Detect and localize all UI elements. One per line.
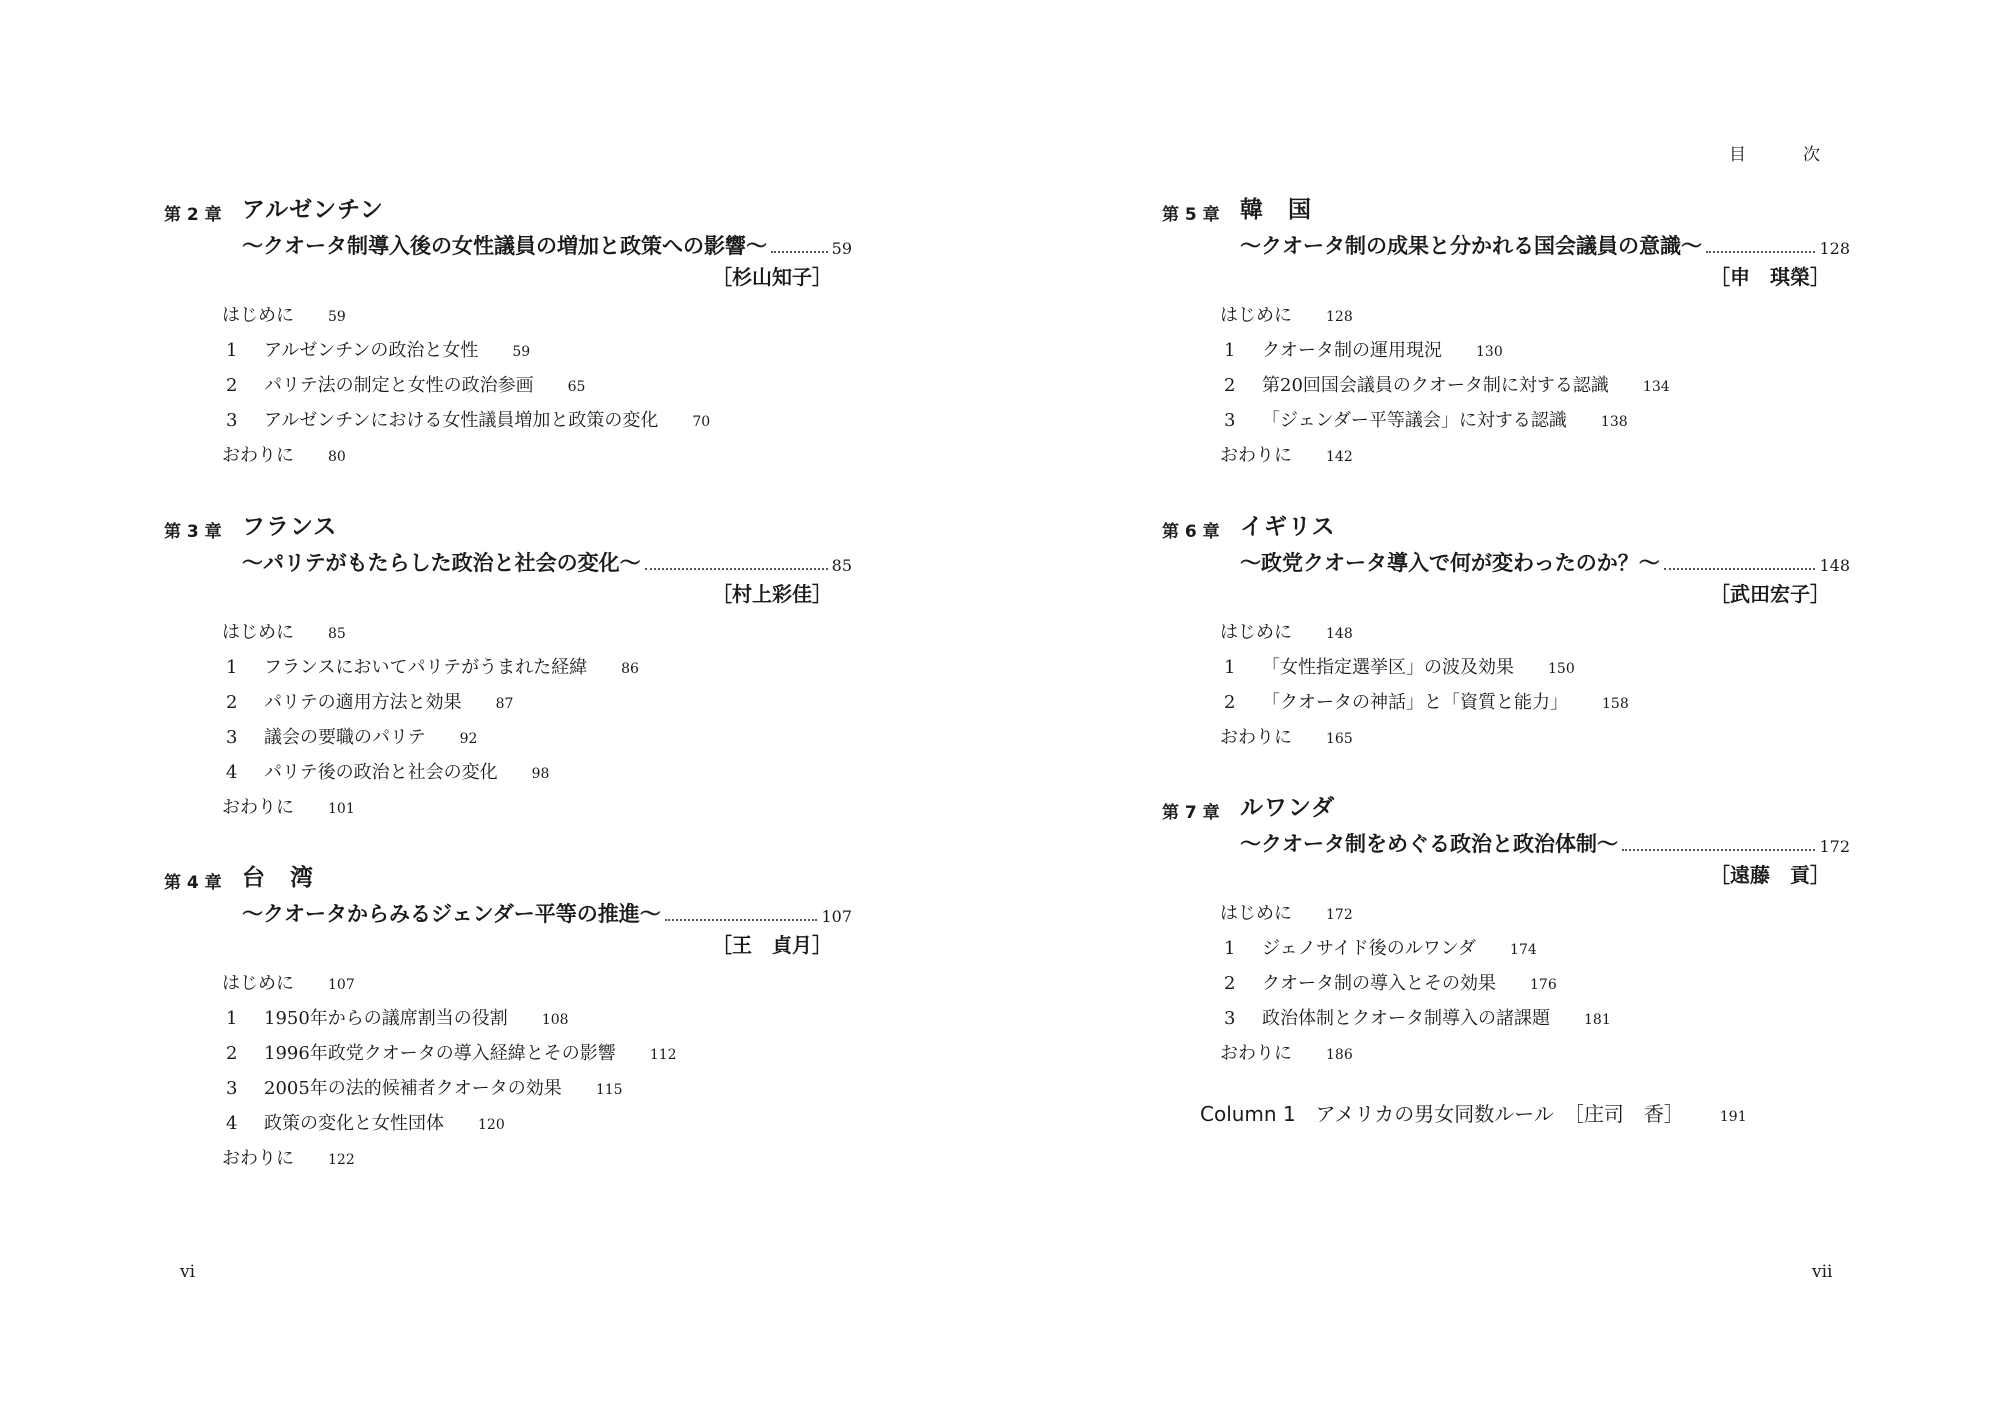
section-page: 85 (328, 626, 346, 642)
section-page: 120 (478, 1117, 505, 1133)
section-number: 3 (1224, 410, 1236, 431)
chapter-subtitle-line[interactable] (242, 541, 852, 577)
chapter-heading[interactable] (160, 188, 860, 224)
section-label: パリテ後の政治と社会の変化 (264, 762, 498, 783)
chapter-subtitle-line[interactable] (1240, 541, 1850, 577)
section-list (222, 298, 860, 473)
section-page: 59 (328, 309, 346, 325)
toc-entry[interactable] (222, 650, 860, 685)
section-label: 「女性指定選挙区」の波及効果 (1262, 657, 1514, 678)
chapter-subtitle: 〜クオータ制の成果と分かれる国会議員の意識〜 (1240, 234, 1702, 258)
chapter-subtitle-line[interactable] (1240, 224, 1850, 260)
section-page: 115 (595, 1082, 623, 1098)
toc-entry[interactable] (222, 1106, 860, 1141)
section-number: 2 (1224, 973, 1236, 994)
chapter-title: イギリス (1240, 514, 1336, 540)
toc-entry[interactable] (1220, 1036, 1858, 1071)
toc-entry[interactable] (222, 720, 860, 755)
section-page: 176 (1530, 977, 1557, 993)
section-label: クオータ制の導入とその効果 (1262, 973, 1496, 994)
section-page: 186 (1326, 1047, 1353, 1063)
chapter-author: ［申 琪榮］ (1710, 265, 1830, 289)
section-number: 3 (1224, 1008, 1236, 1029)
section-label: はじめに (222, 622, 294, 643)
section-label: アルゼンチンの政治と女性 (264, 340, 479, 361)
chapter-heading[interactable] (1158, 505, 1858, 541)
section-label: 2005年の法的候補者クオータの効果 (264, 1078, 562, 1099)
right-page (1000, 0, 2000, 1414)
chapter-page: 172 (1819, 837, 1850, 856)
chapter-author: ［武田宏子］ (1710, 582, 1830, 606)
section-label: おわりに (222, 1148, 294, 1169)
section-list (1220, 298, 1858, 473)
toc-entry[interactable] (222, 333, 860, 368)
section-page: 59 (512, 344, 531, 360)
chapter-7 (1158, 786, 1858, 1071)
section-label: 1996年政党クオータの導入経緯とその影響 (264, 1043, 616, 1064)
toc-entry[interactable] (1220, 438, 1858, 473)
chapter-author: ［遠藤 貢］ (1710, 863, 1830, 887)
section-label: ジェノサイド後のルワンダ (1262, 938, 1477, 959)
chapter-subtitle: 〜パリテがもたらした政治と社会の変化〜 (242, 551, 641, 575)
section-page: 80 (328, 449, 346, 465)
dot-leader (771, 251, 828, 253)
section-label: おわりに (222, 797, 294, 818)
section-page: 150 (1548, 661, 1575, 677)
section-page: 165 (1326, 731, 1353, 747)
toc-entry[interactable] (1220, 720, 1858, 755)
section-label: 議会の要職のパリテ (264, 727, 426, 748)
chapter-subtitle-line[interactable] (1240, 822, 1850, 858)
chapter-6 (1158, 505, 1858, 755)
toc-entry[interactable] (222, 1036, 860, 1071)
section-label: 「クオータの神話」と「資質と能力」 (1262, 692, 1568, 713)
chapter-number: 第 2 章 (164, 205, 222, 225)
toc-entry[interactable] (1220, 333, 1858, 368)
section-page: 122 (328, 1152, 355, 1168)
chapter-subtitle: 〜クオータ制導入後の女性議員の増加と政策への影響〜 (242, 234, 767, 258)
chapter-page: 148 (1819, 556, 1850, 575)
chapter-number: 第 3 章 (164, 522, 222, 542)
chapter-title: 台 湾 (242, 865, 314, 891)
section-page: 101 (328, 801, 355, 817)
section-list (222, 615, 860, 825)
section-label: クオータ制の運用現況 (1262, 340, 1442, 361)
chapter-title: 韓 国 (1240, 197, 1312, 223)
chapter-subtitle-line[interactable] (242, 224, 852, 260)
toc-entry[interactable] (222, 1001, 860, 1036)
section-number: 4 (226, 1113, 238, 1134)
chapter-author: ［村上彩佳］ (712, 582, 832, 606)
section-page: 98 (531, 766, 550, 782)
section-number: 2 (226, 1043, 238, 1064)
chapter-title: フランス (242, 514, 338, 540)
chapter-subtitle-line[interactable] (242, 892, 852, 928)
section-page: 92 (459, 731, 478, 747)
chapter-4 (160, 856, 860, 1176)
toc-entry[interactable] (1220, 403, 1858, 438)
chapter-author: ［杉山知子］ (712, 265, 832, 289)
toc-entry[interactable] (222, 685, 860, 720)
section-number: 1 (226, 340, 238, 361)
section-number: 3 (226, 410, 238, 431)
toc-entry[interactable] (1220, 685, 1858, 720)
dot-leader (645, 568, 828, 570)
section-label: パリテの適用方法と効果 (264, 692, 462, 713)
toc-entry[interactable] (1220, 650, 1858, 685)
toc-entry[interactable] (1220, 1001, 1858, 1036)
chapter-heading[interactable] (160, 505, 860, 541)
section-label: 政治体制とクオータ制導入の諸課題 (1262, 1008, 1550, 1029)
chapter-number: 第 5 章 (1162, 205, 1220, 225)
section-page: 108 (541, 1012, 569, 1028)
section-label: はじめに (222, 973, 294, 994)
toc-entry[interactable] (222, 1071, 860, 1106)
toc-entry[interactable] (222, 368, 860, 403)
toc-entry[interactable] (1220, 298, 1858, 333)
chapter-number: 第 4 章 (164, 873, 222, 893)
section-page: 181 (1584, 1012, 1611, 1028)
toc-entry[interactable] (222, 790, 860, 825)
chapter-heading[interactable] (160, 856, 860, 892)
running-header: 目 次 (1729, 145, 1840, 165)
toc-entry[interactable] (222, 438, 860, 473)
chapter-title: ルワンダ (1240, 795, 1336, 821)
toc-entry[interactable] (222, 1141, 860, 1176)
section-label: パリテ法の制定と女性の政治参画 (264, 375, 534, 396)
section-page: 112 (649, 1047, 677, 1063)
section-number: 1 (1224, 657, 1236, 678)
section-number: 2 (226, 375, 238, 396)
chapter-number: 第 7 章 (1162, 803, 1220, 823)
section-label: はじめに (222, 305, 294, 326)
section-label: フランスにおいてパリテがうまれた経緯 (264, 657, 588, 678)
section-page: 148 (1326, 626, 1353, 642)
section-list (222, 966, 860, 1176)
dot-leader (1706, 251, 1815, 253)
section-number: 3 (226, 1078, 238, 1099)
section-page: 138 (1600, 414, 1628, 430)
section-label: 1950年からの議席割当の役割 (264, 1008, 508, 1029)
section-label: はじめに (1220, 903, 1292, 924)
section-page: 87 (495, 696, 514, 712)
chapter-3 (160, 505, 860, 825)
section-page: 174 (1510, 942, 1537, 958)
toc-entry[interactable] (222, 403, 860, 438)
section-list (1220, 896, 1858, 1071)
toc-entry[interactable] (1220, 615, 1858, 650)
section-label: はじめに (1220, 622, 1292, 643)
section-page: 107 (328, 977, 355, 993)
toc-entry[interactable] (222, 298, 860, 333)
section-page: 130 (1476, 344, 1503, 360)
dot-leader (1664, 568, 1816, 570)
section-label: おわりに (1220, 1043, 1292, 1064)
chapter-page: 107 (821, 907, 852, 926)
toc-entry[interactable] (222, 615, 860, 650)
section-label: 第20回国会議員のクオータ制に対する認識 (1262, 375, 1609, 396)
toc-entry[interactable] (1220, 896, 1858, 931)
section-page: 172 (1326, 907, 1353, 923)
chapter-page: 85 (831, 556, 852, 575)
column-entry[interactable] (1200, 1098, 1747, 1127)
toc-entry[interactable] (1220, 368, 1858, 403)
section-number: 2 (1224, 375, 1236, 396)
page-number-right: vii (1812, 1262, 1833, 1282)
section-page: 65 (567, 379, 586, 395)
page-number-left: vi (180, 1262, 196, 1282)
section-page: 86 (621, 661, 639, 677)
section-label: おわりに (222, 445, 294, 466)
chapter-heading[interactable] (1158, 188, 1858, 224)
section-number: 2 (226, 692, 238, 713)
toc-entry[interactable] (1220, 931, 1858, 966)
dot-leader (1622, 849, 1815, 851)
chapter-subtitle: 〜政党クオータ導入で何が変わったのか？〜 (1240, 551, 1660, 575)
section-number: 1 (226, 657, 238, 678)
column-page: 191 (1719, 1109, 1747, 1125)
chapter-subtitle: 〜クオータ制をめぐる政治と政治体制〜 (1240, 832, 1618, 856)
toc-entry[interactable] (222, 755, 860, 790)
section-page: 70 (692, 414, 711, 430)
section-label: 政策の変化と女性団体 (264, 1113, 444, 1134)
section-number: 3 (226, 727, 238, 748)
section-number: 1 (1224, 938, 1236, 959)
section-number: 4 (226, 762, 238, 783)
chapter-2 (160, 188, 860, 473)
section-label: はじめに (1220, 305, 1292, 326)
chapter-page: 128 (1819, 239, 1850, 258)
section-page: 128 (1326, 309, 1353, 325)
section-label: おわりに (1220, 445, 1292, 466)
toc-entry[interactable] (222, 966, 860, 1001)
section-page: 158 (1602, 696, 1629, 712)
chapter-page: 59 (831, 239, 852, 258)
column-label: Column 1 アメリカの男女同数ルール ［庄司 香］ (1200, 1102, 1684, 1126)
section-list (1220, 615, 1858, 755)
dot-leader (665, 919, 818, 921)
chapter-author: ［王 貞月］ (712, 933, 832, 957)
section-label: おわりに (1220, 727, 1292, 748)
section-number: 1 (1224, 340, 1236, 361)
section-page: 142 (1326, 449, 1353, 465)
section-page: 134 (1642, 379, 1670, 395)
chapter-heading[interactable] (1158, 786, 1858, 822)
chapter-5 (1158, 188, 1858, 473)
chapter-number: 第 6 章 (1162, 522, 1220, 542)
chapter-subtitle: 〜クオータからみるジェンダー平等の推進〜 (242, 902, 661, 926)
toc-entry[interactable] (1220, 966, 1858, 1001)
section-label: 「ジェンダー平等議会」に対する認識 (1262, 410, 1567, 431)
section-label: アルゼンチンにおける女性議員増加と政策の変化 (264, 410, 659, 431)
chapter-title: アルゼンチン (242, 197, 384, 223)
section-number: 1 (226, 1008, 238, 1029)
section-number: 2 (1224, 692, 1236, 713)
